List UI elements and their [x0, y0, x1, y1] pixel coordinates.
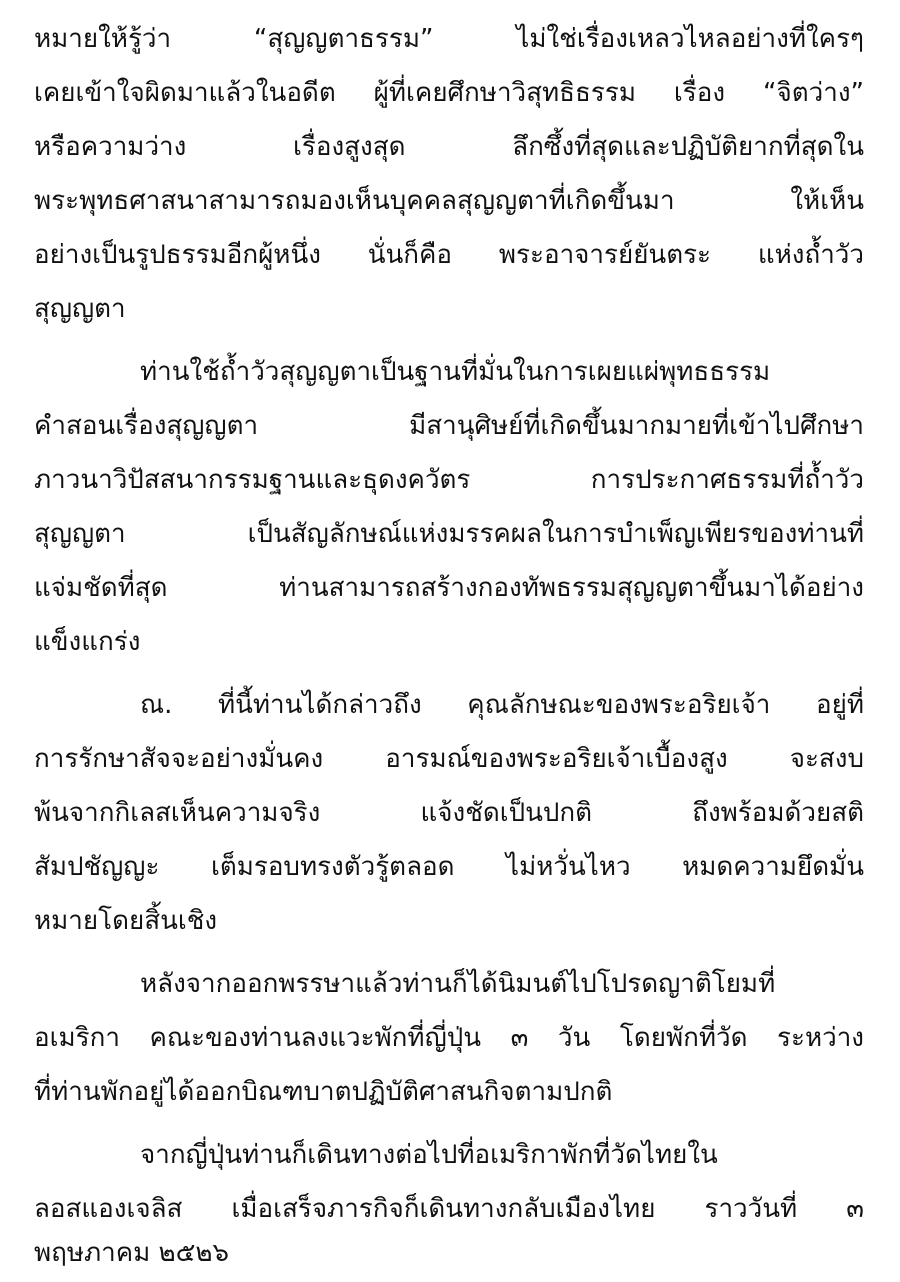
paragraph-3-line-5: หมายโดยสิ้นเชิง: [34, 906, 218, 936]
paragraph-4-line-3: ที่ท่านพักอยู่ได้ออกบิณฑบาตปฏิบัติศาสนกิจตามปกติ: [34, 1077, 613, 1107]
paragraph-3-line-4: สัมปชัญญะ เต็มรอบทรงตัวรู้ตลอด ไม่หวั่นไหว หมดความยึดมั่น: [34, 852, 864, 882]
paragraph-1-line-4: พระพุทธศาสนาสามารถมองเห็นบุคคลสุญญตาที่เกิดขึ้นมา ให้เห็น: [34, 186, 864, 216]
paragraph-2-line-1: ท่านใช้ถ้ำวัวสุญญตาเป็นฐานที่มั่นในการเผยแผ่พุทธธรรม: [140, 357, 771, 387]
paragraph-3-line-2: การรักษาสัจจะอย่างมั่นคง อารมณ์ของพระอริยเจ้าเบื้องสูง จะสงบ: [34, 744, 864, 774]
paragraph-1-line-3: หรือความว่าง เรื่องสูงสุด ลึกซึ้งที่สุดและปฏิบัติยากที่สุดใน: [34, 132, 864, 162]
paragraph-5-line-3: พฤษภาคม ๒๕๒๖: [34, 1238, 230, 1268]
paragraph-1-line-2: เคยเข้าใจผิดมาแล้วในอดีต ผู้ที่เคยศึกษาวิสุทธิธรรม เรื่อง “จิตว่าง”: [34, 78, 864, 108]
paragraph-2-line-5: แจ่มชัดที่สุด ท่านสามารถสร้างกองทัพธรรมสุญญตาขึ้นมาได้อย่าง: [34, 573, 864, 603]
paragraph-2-line-2: คำสอนเรื่องสุญญตา มีสานุศิษย์ที่เกิดขึ้นมากมายที่เข้าไปศึกษา: [34, 411, 864, 441]
paragraph-4-line-2: อเมริกา คณะของท่านลงแวะพักที่ญี่ปุ่น ๓ วัน โดยพักที่วัด ระหว่าง: [34, 1023, 864, 1053]
paragraph-2-line-6: แข็งแกร่ง: [34, 627, 141, 657]
paragraph-5-line-2: ลอสแองเจลิส เมื่อเสร็จภารกิจก็เดินทางกลับเมืองไทย ราววันที่ ๓: [34, 1194, 864, 1224]
paragraph-1-line-1: หมายให้รู้ว่า “สุญญตาธรรม” ไม่ใช่เรื่องเหลวไหลอย่างที่ใครๆ: [34, 24, 864, 54]
paragraph-4-line-1: หลังจากออกพรรษาแล้วท่านก็ได้นิมนต์ไปโปรดญาติโยมที่: [140, 969, 776, 999]
paragraph-3-line-1: ณ. ที่นี้ท่านได้กล่าวถึง คุณลักษณะของพระอริยเจ้า อยู่ที่: [140, 690, 864, 720]
paragraph-5-line-1: จากญี่ปุ่นท่านก็เดินทางต่อไปที่อเมริกาพักที่วัดไทยใน: [140, 1140, 718, 1170]
paragraph-3-line-3: พ้นจากกิเลสเห็นความจริง แจ้งชัดเป็นปกติ ถึงพร้อมด้วยสติ: [34, 798, 864, 828]
paragraph-2-line-4: สุญญตา เป็นสัญลักษณ์แห่งมรรคผลในการบำเพ็ญเพียรของท่านที่: [34, 519, 864, 549]
paragraph-1-line-6: สุญญตา: [34, 294, 126, 324]
paragraph-1-line-5: อย่างเป็นรูปธรรมอีกผู้หนึ่ง นั่นก็คือ พระอาจารย์ยันตระ แห่งถ้ำวัว: [34, 240, 864, 270]
paragraph-2-line-3: ภาวนาวิปัสสนากรรมฐานและธุดงควัตร การประกาศธรรมที่ถ้ำวัว: [34, 465, 864, 495]
